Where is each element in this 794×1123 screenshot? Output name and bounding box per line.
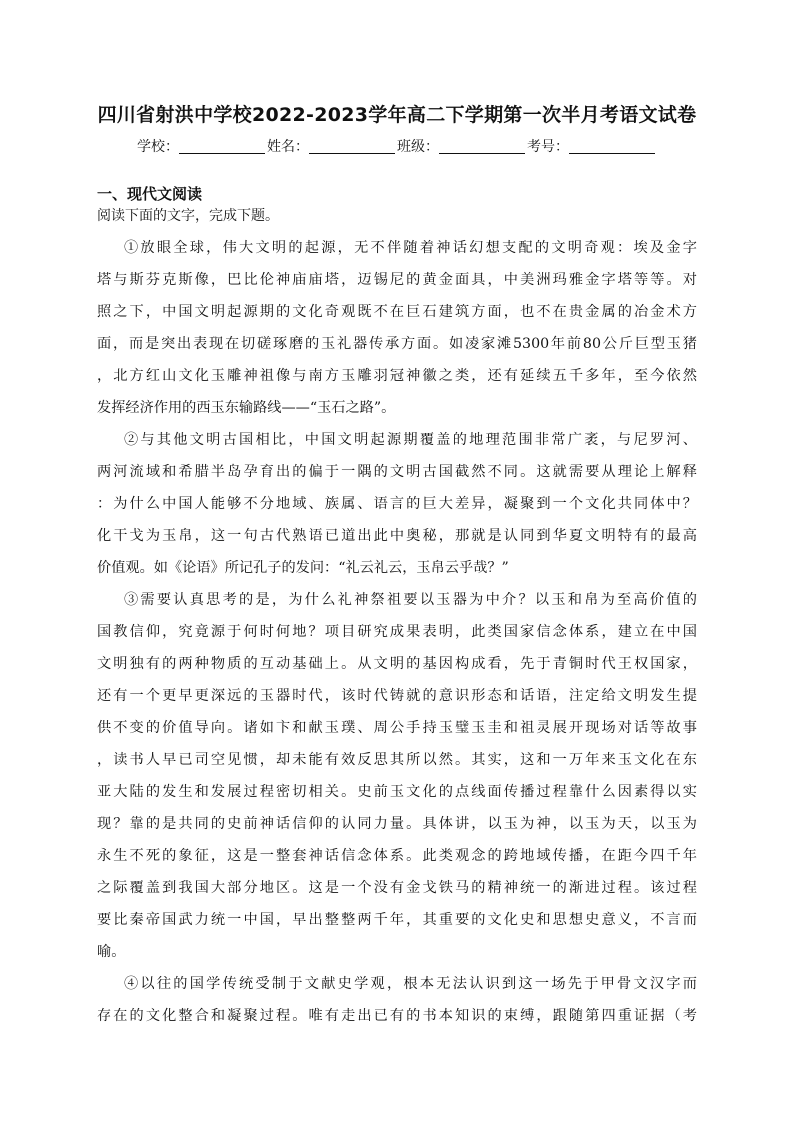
- passage-paragraph-1: [97, 232, 697, 424]
- name-blank[interactable]: [309, 139, 395, 154]
- school-field: [137, 136, 267, 156]
- passage-line: 之际覆盖到我国大部分地区。这是一个没有金戈铁马的精神统一的渐进过程。该过程: [97, 880, 697, 896]
- passage-line: 供不变的价值导向。诸如卞和献玉璞、周公手持玉璧玉圭和祖灵展开现场对话等故事: [97, 720, 697, 736]
- passage-line: 要比秦帝国武力统一中国，早出整整两千年，其重要的文化史和思想史意义，不言而: [97, 912, 697, 928]
- passage-line: 亚大陆的发生和发展过程密切相关。史前玉文化的点线面传播过程靠什么因素得以实: [97, 784, 697, 800]
- passage-line: 化干戈为玉帛，这一句古代熟语已道出此中奥秘，那就是认同到华夏文明特有的最高: [97, 528, 697, 544]
- reading-passage: [97, 232, 697, 1032]
- exam-number-blank[interactable]: [569, 139, 655, 154]
- passage-line: ，北方红山文化玉雕神祖像与南方玉雕羽冠神徽之类，还有延续五千多年，至今依然: [97, 368, 697, 384]
- passage-paragraph-4: [97, 968, 697, 1032]
- section-heading: 一、现代文阅读: [97, 185, 203, 203]
- passage-line: ①放眼全球，伟大文明的起源，无不伴随着神话幻想支配的文明奇观：埃及金字: [124, 240, 697, 256]
- passage-line: 现？靠的是共同的史前神话信仰的认同力量。具体讲，以玉为神，以玉为天，以玉为: [97, 816, 697, 832]
- passage-line: 塔与斯芬克斯像，巴比伦神庙庙塔，迈锡尼的黄金面具，中美洲玛雅金字塔等等。对: [97, 272, 697, 288]
- name-label: 姓名：: [267, 139, 309, 155]
- passage-line: 发挥经济作用的西玉东输路线——“玉石之路”。: [97, 400, 396, 416]
- passage-line: 永生不死的象征，这是一整套神话信念体系。此类观念的跨地域传播，在距今四千年: [97, 848, 697, 864]
- passage-line: 文明独有的两种物质的互动基础上。从文明的基因构成看，先于青铜时代王权国家，: [97, 656, 697, 672]
- reading-instruction: 阅读下面的文字，完成下题。: [97, 208, 279, 224]
- passage-line: ：为什么中国人能够不分地域、族属、语言的巨大差异，凝聚到一个文化共同体中？: [97, 496, 697, 512]
- passage-line: ，读书人早已司空见惯，却未能有效反思其所以然。其实，这和一万年来玉文化在东: [97, 752, 697, 768]
- passage-line: ②与其他文明古国相比，中国文明起源期覆盖的地理范围非常广袤，与尼罗河、: [124, 432, 697, 448]
- passage-line: 存在的文化整合和凝聚过程。唯有走出已有的书本知识的束缚，跟随第四重证据（考: [97, 1008, 697, 1024]
- class-label: 班级：: [397, 139, 439, 155]
- passage-line: 面，而是突出表现在切磋琢磨的玉礼器传承方面。如凌家滩5300年前80公斤巨型玉猪: [97, 336, 697, 352]
- passage-line: 国教信仰，究竟源于何时何地？项目研究成果表明，此类国家信念体系，建立在中国: [97, 624, 697, 640]
- exam-number-label: 考号：: [527, 139, 569, 155]
- passage-line: 还有一个更早更深远的玉器时代，该时代铸就的意识形态和话语，注定给文明发生提: [97, 688, 697, 704]
- passage-line: 价值观。如《论语》所记孔子的发问：“礼云礼云，玉帛云乎哉？”: [97, 560, 509, 576]
- exam-title: 四川省射洪中学校2022-2023学年高二下学期第一次半月考语文试卷: [97, 104, 697, 126]
- school-blank[interactable]: [179, 139, 265, 154]
- student-info-line: [60, 136, 734, 156]
- passage-line: 两河流域和希腊半岛孕育出的偏于一隅的文明古国截然不同。这就需要从理论上解释: [97, 464, 697, 480]
- passage-paragraph-3: [97, 584, 697, 968]
- exam-number-field: [527, 136, 657, 156]
- passage-line: ④以往的国学传统受制于文献史学观，根本无法认识到这一场先于甲骨文汉字而: [124, 976, 697, 992]
- school-label: 学校：: [137, 139, 179, 155]
- name-field: [267, 136, 397, 156]
- passage-line: 喻。: [97, 944, 126, 960]
- class-field: [397, 136, 527, 156]
- passage-line: 照之下，中国文明起源期的文化奇观既不在巨石建筑方面，也不在贵金属的冶金术方: [97, 304, 697, 320]
- passage-line: ③需要认真思考的是，为什么礼神祭祖要以玉器为中介？以玉和帛为至高价值的: [124, 592, 697, 608]
- class-blank[interactable]: [439, 139, 525, 154]
- passage-paragraph-2: [97, 424, 697, 584]
